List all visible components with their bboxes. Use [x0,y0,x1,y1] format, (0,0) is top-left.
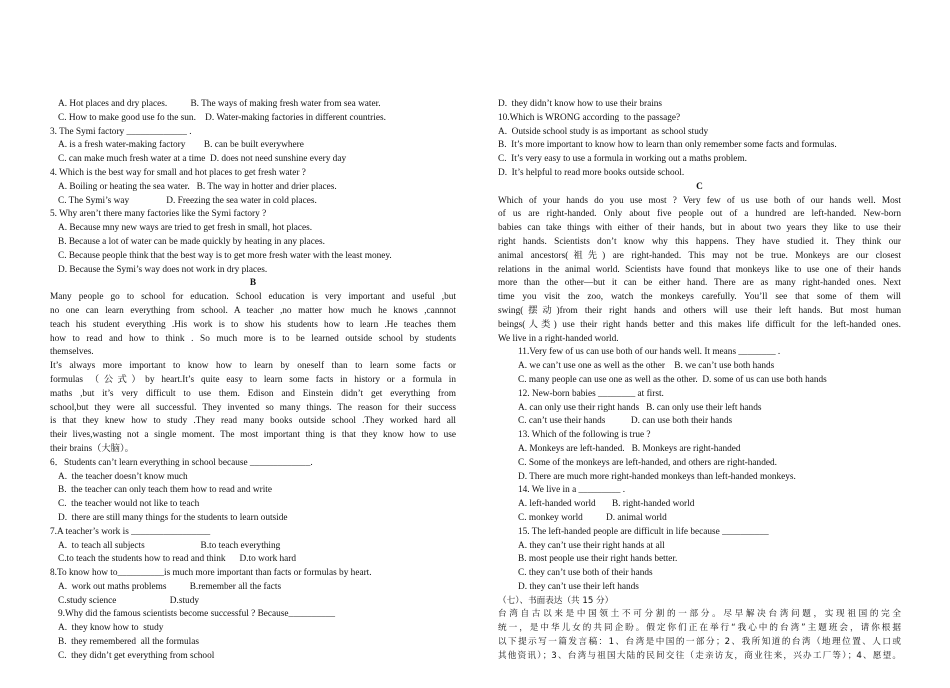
left-text-line: teach his student everything .His work is to show his students how to learn .He teaches them [50,319,456,330]
left-text-line: 6．Students can’t learn everything in school because _____________. [50,457,313,468]
right-text-line: 其他资讯）；3、台湾与祖国大陆的民间交往（走亲访友，商业往来，兴办工厂等）；4、愿望。 [498,650,901,661]
right-text-line: C. monkey world D. animal world [518,512,667,523]
left-text-line: formulas （公式）by heart.It’s quite easy to learn some facts in history or a formula in [50,374,456,385]
right-text-line: 以下提示写一篇发言稿：1、台湾是中国的一部分；2、我所知道的台湾（地理位置、人口或 [498,637,901,648]
left-text-line: 4. Which is the best way for small and hot places to get fresh water ? [50,167,306,178]
left-text-line: A. work out maths problems B.remember all the facts [58,581,282,592]
right-text-line: beings(人类) use their right hands better and this makes life difficult for the left-handed ones. [498,319,901,330]
left-text-line: how to read and how to think . So much more is to be learned outside school by students [50,333,456,344]
right-text-line: B. most people use their right hands better. [518,554,678,565]
right-text-line: D. they didn’t know how to use their brains [498,99,663,109]
right-text-line: D. they can’t use their left hands [518,581,639,592]
left-text-line: A. to teach all subjects B.to teach everything [58,540,281,551]
left-text-line: A. Boiling or heating the sea water. B. The way in hotter and drier places. [58,181,337,192]
left-text-line: C. Because people think that the best way is to get more fresh water with the least money. [58,250,392,261]
right-text-line: 14. We live in a _________ . [518,485,626,496]
right-text-line: C. It’s very easy to use a formula in working out a maths problem. [498,154,747,165]
left-text-line: 8.To know how to__________is much more important than facts or formulas by heart. [50,568,372,579]
right-text-line: animal ancestors(祖先) are right-handed. This may not be true. Monkeys are our closest [498,250,901,261]
right-text-line: C. can’t use their hands D. can use both their hands [518,416,733,427]
left-text-line: C. How to make good use fo the sun. D. Water-making factories in different countries. [58,112,386,123]
left-text-line: Many people go to school for education. School education is very important and useful ,but [50,292,456,303]
right-text-line: A. Outside school study is as important as school study [498,126,709,137]
right-text-line: A. left-handed world B. right-handed world [518,499,695,510]
left-text-line: themselves. [50,347,94,358]
left-text-line: B. they remembered all the formulas [58,637,199,648]
right-text-line: more than the other—but it can be either hand. There are as many right-handed ones. Next [498,278,901,289]
right-text-line: of us are right-handed. Only about five people out of a hundred are left-handed. New-born [498,209,901,220]
right-text-line: swing(摆动)from their right hands and others will use their left hands. But most human [498,305,901,316]
right-column [498,98,901,664]
left-text-line: B. the teacher can only teach them how to read and write [58,485,273,496]
left-text-line: their lives,wasting not a single moment. The most important thing is that they know how to use [50,430,456,441]
right-text-line: relations in the animal world. Scientists have found that monkeys like to use one of their hands [498,264,901,275]
right-text-line: B. It’s more important to know how to learn than only remember some facts and formulas. [498,140,837,151]
left-text-line: 7.A teacher’s work is _________________ [50,526,211,537]
right-text-line: C. many people can use one as well as the other. D. some of us can use both hands [518,374,827,385]
right-text-line: D. There are much more right-handed monkeys than left-handed monkeys. [518,471,796,482]
left-text-line: A. they know how to study [58,623,164,634]
left-text-line: B. Because a lot of water can be made quickly by heating in any places. [58,236,325,247]
right-text-line: babies can take things with either of their hands, but in about two years they like to use their [498,223,901,234]
left-text-line: is that they knew how to study .They read many books outside school .They worked hard all [50,416,456,427]
right-text-line: （七）、书面表达（共 15 分） [498,595,614,606]
left-text-line: B [249,278,257,289]
right-text-line: 13. Which of the following is true ? [518,430,651,441]
right-text-line: A. they can’t use their right hands at all [518,540,665,551]
left-text-line: A. Hot places and dry places. B. The ways of making fresh water from sea water. [58,99,381,109]
left-text-line: It’s always more important to know how to learn by oneself than to learn some facts or [50,361,456,372]
right-text-line: A. can only use their right hands B. can only use their left hands [518,402,762,413]
right-text-line: C. they can’t use both of their hands [518,568,653,579]
left-text-line: no one can learn everything from school. A teacher ,no matter how much he knows ,cannnot [50,305,456,316]
left-text-line: D. there are still many things for the students to learn outside [58,512,288,523]
left-text-line: A. Because mny new ways are tried to get fresh in small, hot places. [58,223,313,234]
right-text-line: D. It’s helpful to read more books outside school. [498,167,685,178]
left-text-line: C. The Symi’s way D. Freezing the sea water in cold places. [58,195,317,206]
left-text-line: 9.Why did the famous scientists become successful ? Because__________ [58,609,336,620]
left-text-line: C.to teach the students how to read and think D.to work hard [58,554,297,565]
left-text-line: D. Because the Symi’s way does not work in dry places. [58,264,268,275]
right-text-line: A. Monkeys are left-handed. B. Monkeys are right-handed [518,443,741,454]
right-text-line: right hands. Scientists don’t know why this happens. They have studied it. They think our [498,236,901,247]
left-text-line: school,but they were all successful. They invented so many things. The reason for their success [50,402,456,413]
left-text-line: A. the teacher doesn’t know much [58,471,188,482]
right-text-line: 10.Which is WRONG according to the passage? [498,112,681,123]
left-text-line: C. the teacher would not like to teach [58,499,200,510]
left-text-line: A. is a fresh water-making factory B. can be built everywhere [58,140,304,151]
right-text-line: 统一，是中华儿女的共同企盼。假定你们正在举行“我心中的台湾”主题班会，请你根据 [498,623,901,634]
right-text-line: time you visit the zoo, watch the monkeys carefully. You’ll see that some of them will [498,292,901,303]
right-text-line: C [696,181,703,192]
left-text-line: maths ,but it’s very difficult to use them. Edison and Einstein didn’t get everything from [50,388,456,399]
right-text-line: 11.Very few of us can use both of our hands well. It means ________ . [518,347,781,358]
right-text-line: Which of your hands do you use most ? Very few of us use both of our hands well. Most [498,195,901,206]
right-text-line: 台湾自古以来是中国领土不可分割的一部分。尽早解决台湾问题，实现祖国的完全 [498,609,901,620]
right-text-line: We live in a right-handed world. [498,333,619,344]
right-text-line: A. we can’t use one as well as the other B. we can’t use both hands [518,361,775,372]
left-text-line: their brains（大脑）。 [50,443,134,454]
left-column [50,98,456,664]
left-text-line: C. can make much fresh water at a time D. does not need sunshine every day [58,154,347,165]
left-text-line: 5. Why aren’t there many factories like the Symi factory ? [50,209,267,220]
right-text-line: 15. The left-handed people are difficult in life because __________ [518,526,769,537]
right-text-line: C. Some of the monkeys are left-handed, and others are right-handed. [518,457,777,468]
left-text-line: C. they didn’t get everything from school [58,650,215,661]
left-text-line: C.study science D.study [58,595,199,606]
left-text-line: 3. The Symi factory _____________ . [50,126,192,137]
right-text-line: 12. New-born babies ________ at first. [518,388,664,399]
